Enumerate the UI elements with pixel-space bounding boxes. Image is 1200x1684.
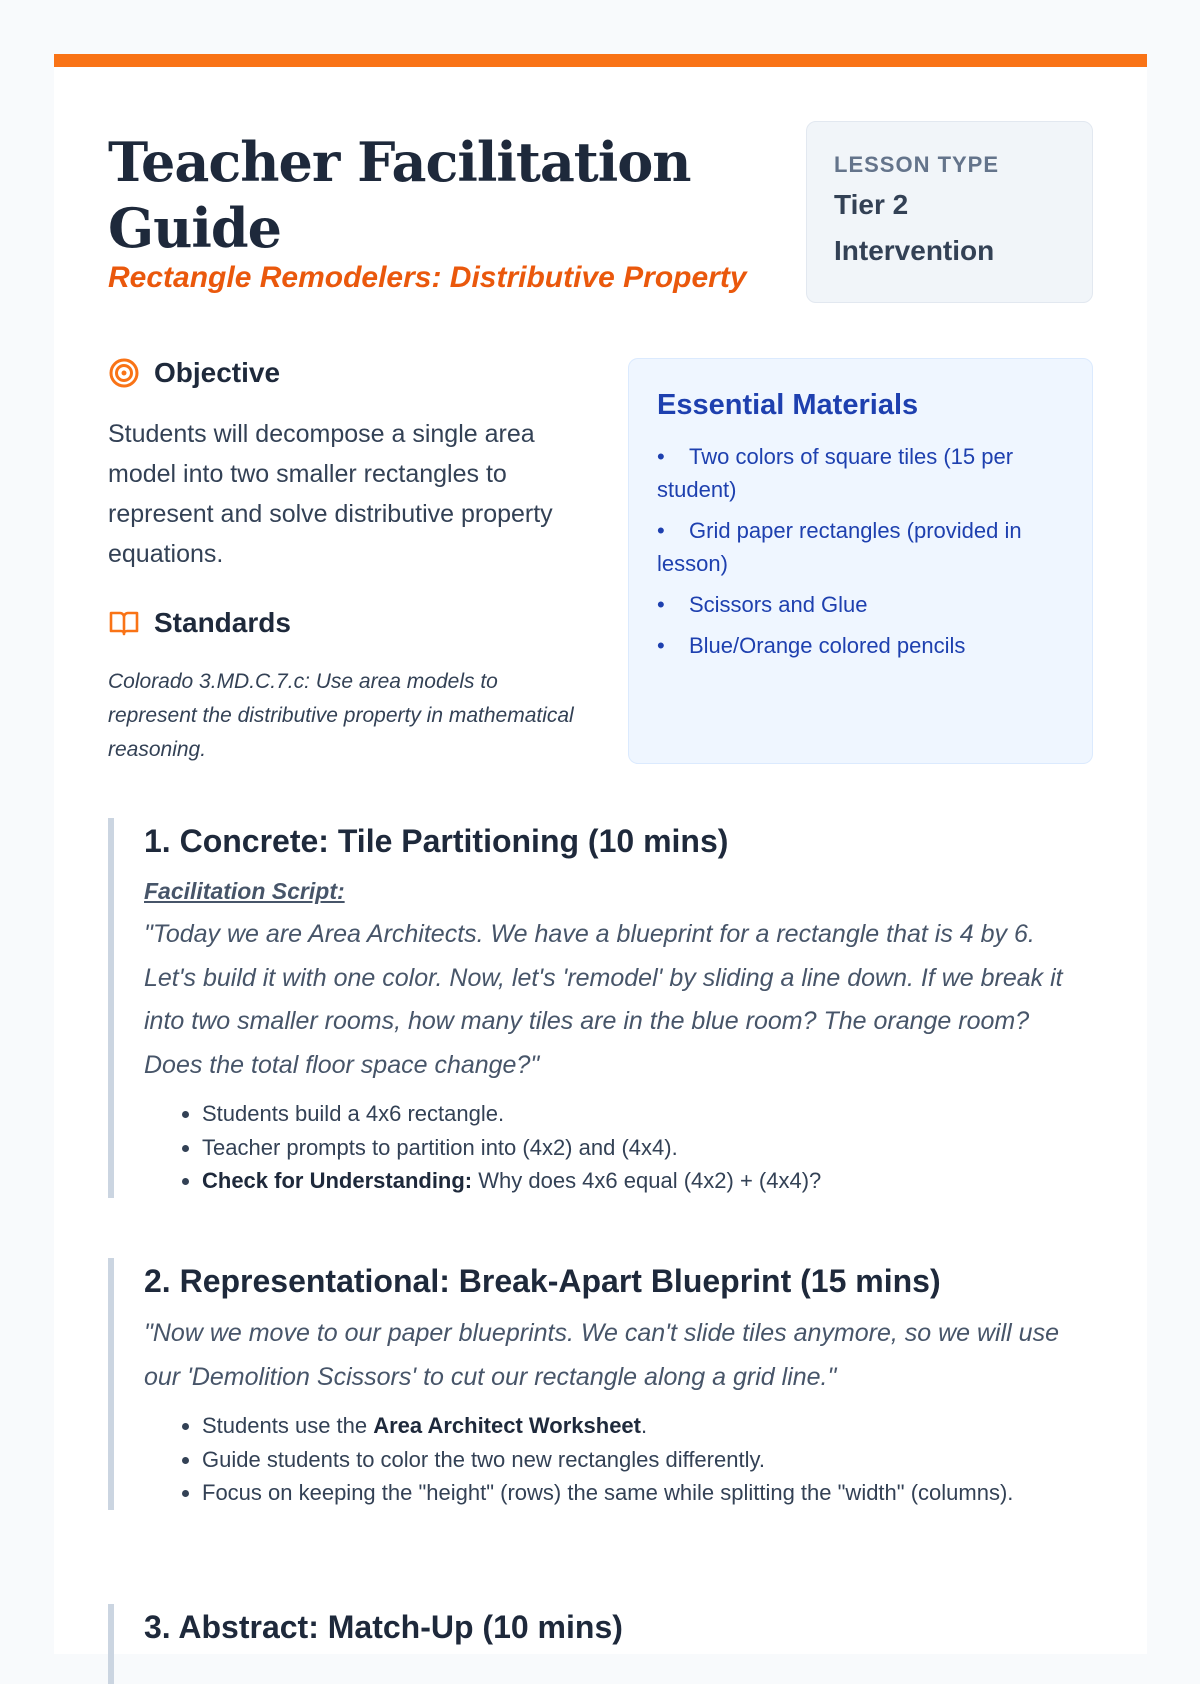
list-item: • Scissors and Glue [657,592,868,617]
phase-bullets [144,1097,1093,1198]
book-icon [108,607,140,639]
phase-representational [108,1258,1093,1510]
objective-text: Students will decompose a single area model into two smaller rectangles to represent and solve distributive property equations. [108,420,553,568]
page-title: Teacher Facilitation Guide [108,130,691,260]
target-icon [108,357,140,389]
script-label: Facilitation Script: [144,878,345,904]
list-item: • Blue/Orange colored pencils [657,633,966,658]
phase-heading: 1. Concrete: Tile Partitioning (10 mins) [144,823,729,859]
list-item: • Teacher prompts to partition into (4x2) and (4x4). [202,1131,1093,1165]
lesson-type-box [806,121,1093,303]
phase-abstract [108,1604,1093,1684]
objective-heading [108,357,280,389]
standards-heading-text: Standards [154,607,291,638]
facilitation-script: "Today we are Area Architects. We have a blueprint for a rectangle that is 4 by 6. Let's build it with one color. Now, let's 'remodel' by sliding a line down. If we break it into two smaller rooms, how many tiles are in the blue room? The orange room? Does the total floor space change?" [144,920,1063,1079]
list-item: • Guide students to color the two new rectangles differently. [202,1443,1093,1477]
list-item: • Students use the Area Architect Worksheet. [202,1409,1093,1443]
materials-box [628,358,1093,764]
lesson-type-value: Tier 2 Intervention [834,189,995,266]
facilitation-script: "Now we move to our paper blueprints. We can't slide tiles anymore, so we will use our 'Demolition Scissors' to cut our rectangle along a grid line." [144,1319,1059,1391]
phase-heading: 2. Representational: Break-Apart Blueprint (15 mins) [144,1263,941,1299]
list-item: • Two colors of square tiles (15 per student) [657,444,1014,502]
lesson-type-label: LESSON TYPE [834,152,1000,177]
check-label: Check for Understanding: [202,1168,473,1193]
list-item: • Students build a 4x6 rectangle. [202,1097,1093,1131]
objective-heading-text: Objective [154,357,281,388]
standards-heading [108,607,291,639]
materials-heading: Essential Materials [657,389,919,421]
phase-heading: 3. Abstract: Match-Up (10 mins) [144,1609,623,1645]
list-item: • Check for Understanding: Why does 4x6 equal (4x2) + (4x4)? [202,1164,1093,1198]
list-item: • Grid paper rectangles (provided in lesson) [657,518,1022,576]
list-item: • Focus on keeping the "height" (rows) the same while splitting the "width" (columns). [202,1476,1093,1510]
guide-card [54,54,1147,1654]
lesson-subtitle: Rectangle Remodelers: Distributive Property [108,261,747,294]
materials-list [657,440,1064,662]
standards-text: Colorado 3.MD.C.7.c: Use area models to represent the distributive property in mathematical reasoning. [108,670,574,761]
phase-bullets [144,1409,1093,1510]
phase-concrete [108,818,1093,1198]
